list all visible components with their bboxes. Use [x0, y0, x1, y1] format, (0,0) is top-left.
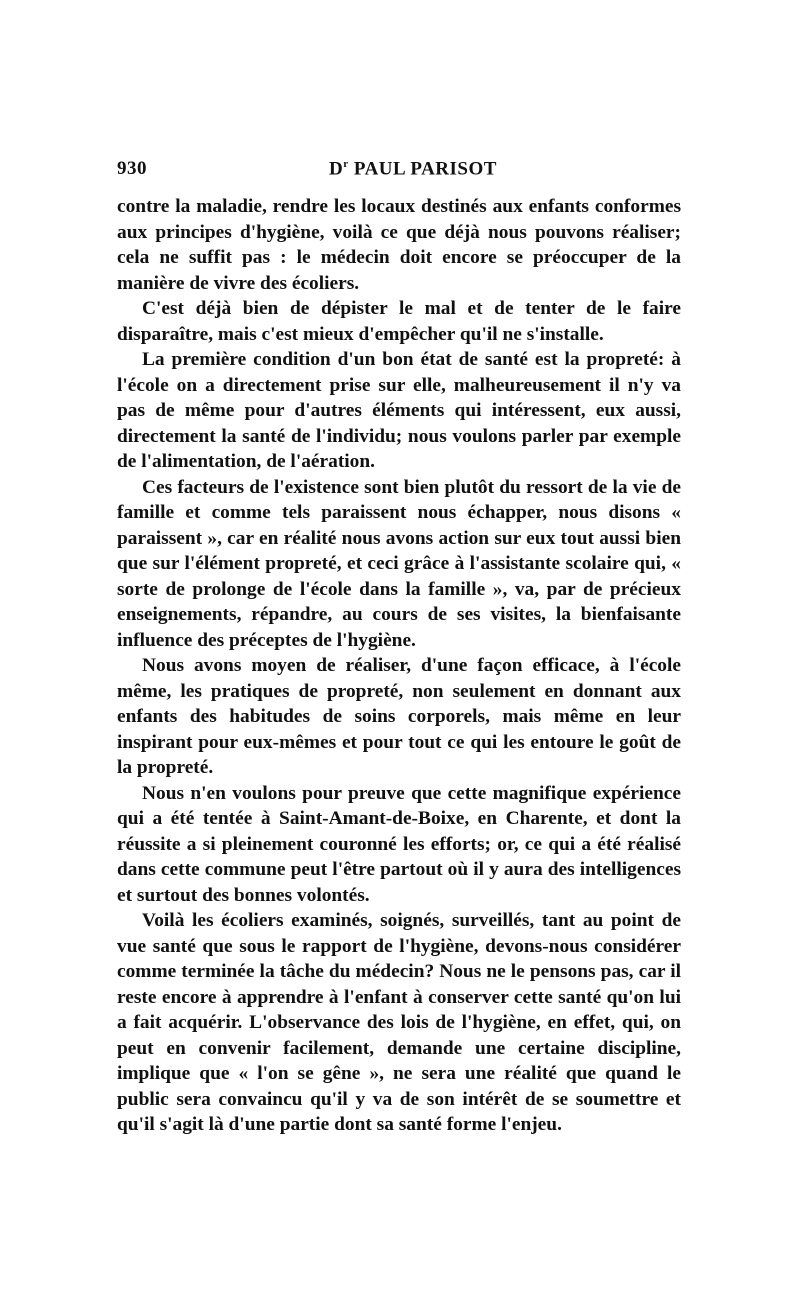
book-page [117, 156, 681, 1138]
author-name: PAUL PARISOT [348, 158, 497, 180]
author-superscript: r [343, 158, 349, 170]
paragraph-3: La première condition d'un bon état de santé est la propreté: à l'école on a directement prise sur elle, malheureusement il n'y va pas de même pour d'autres éléments qui intéressent, eux aussi, directement la santé de l'individu; nous voulons parler par exemple de l'alimentation, de l'aération. [117, 349, 681, 472]
paragraph-5: Nous avons moyen de réaliser, d'une façon efficace, à l'école même, les pratiques de propreté, non seulement en donnant aux enfants des habitudes de soins corporels, mais même en leur inspirant pour eux-mêmes et pour tout ce qui les entoure le goût de la propreté. [117, 655, 681, 778]
paragraph-6: Nous n'en voulons pour preuve que cette magnifique expérience qui a été tentée à Saint-Amant-de-Boixe, en Charente, et dont la réussite a si pleinement couronné les efforts; or, ce qui a été réalisé dans cette commune peut l'être partout où il y aura des intelligences et surtout des bonnes volontés. [117, 782, 681, 906]
paragraph-1: contre la maladie, rendre les locaux destinés aux enfants conformes aux principes d'hygiène, voilà ce que déjà nous pouvons réaliser; cela ne suffit pas : le médecin doit encore se préoccuper de la manière de vivre des écoliers. [117, 196, 681, 294]
author-prefix: D [329, 158, 344, 180]
page-number: 930 [117, 158, 147, 179]
page-header [117, 156, 681, 186]
body-text [117, 194, 681, 1138]
paragraph-7: Voilà les écoliers examinés, soignés, surveillés, tant au point de vue santé que sous le rapport de l'hygiène, devons-nous considérer comme terminée la tâche du médecin? Nous ne le pensons pas, car il reste encore à apprendre à l'enfant à conserver cette santé qu'on lui a fait acquérir. L'observance des lois de l'hygiène, en effet, qui, on peut en convenir facilement, demande une certaine discipline, implique que « l'on se gêne », ne sera une réalité que quand le public sera convaincu qu'il y va de son intérêt de se soumettre et qu'il s'agit là d'une partie dont sa santé forme l'enjeu. [117, 910, 681, 1135]
paragraph-4: Ces facteurs de l'existence sont bien plutôt du ressort de la vie de famille et comme tels paraissent nous échapper, nous disons « paraissent », car en réalité nous avons action sur eux tout aussi bien que sur l'élément propreté, et ceci grâce à l'assistante scolaire qui, « sorte de prolonge de l'école dans la famille », va, par de précieux enseignements, répandre, au cours de ses visites, la bienfaisante influence des préceptes de l'hygiène. [117, 476, 681, 651]
running-head [329, 158, 497, 180]
paragraph-2: C'est déjà bien de dépister le mal et de tenter de le faire disparaître, mais c'est mieux d'empêcher qu'il ne s'installe. [117, 298, 681, 345]
